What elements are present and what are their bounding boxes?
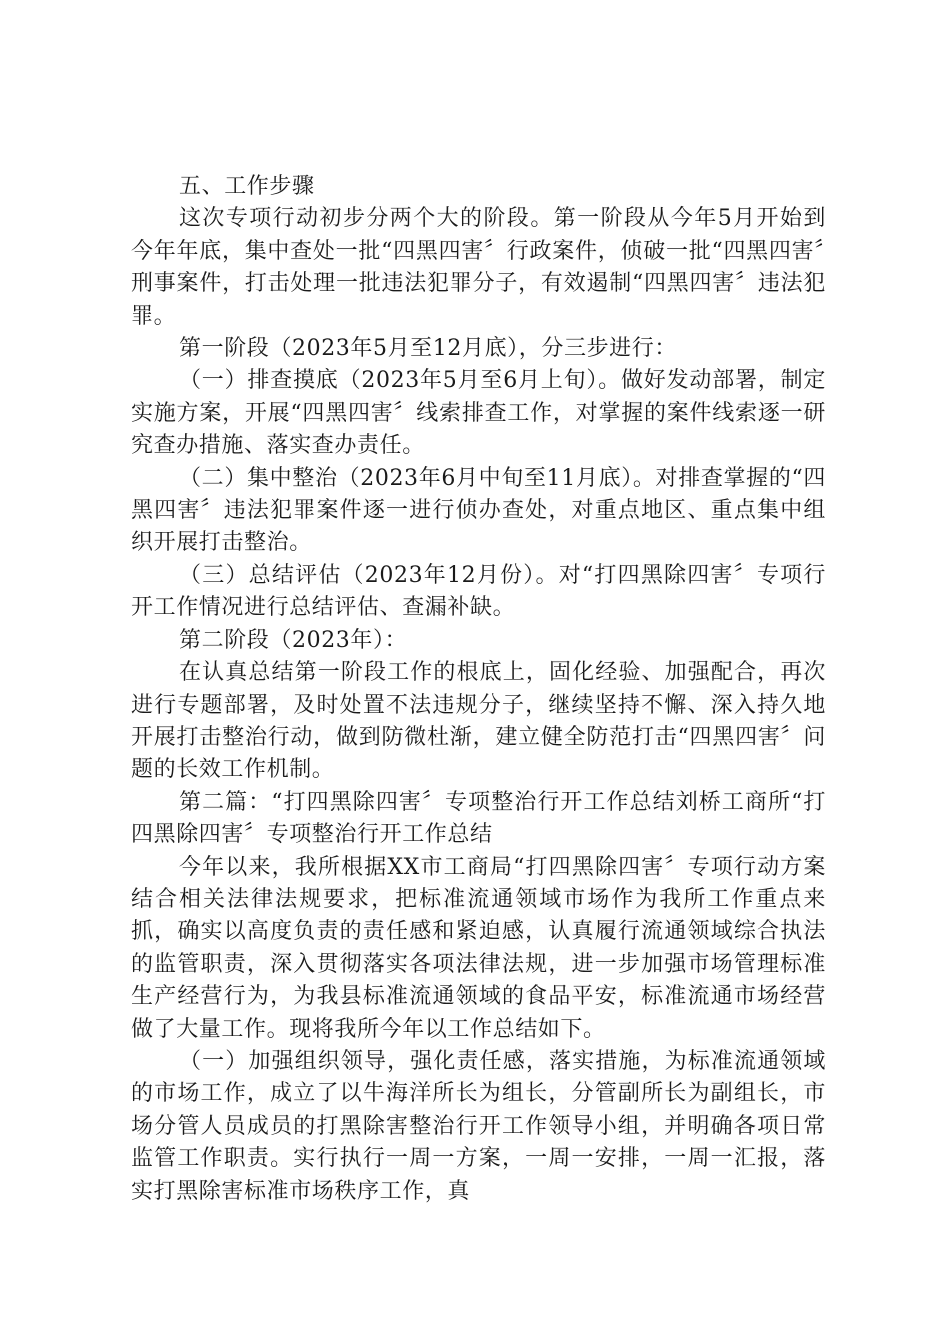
paragraph-organization: （一）加强组织领导，强化责任感，落实措施，为标准流通领域的市场工作，成立了以牛海洋所长为组长，分管副所长为副组长，市场分管人员成员的打黑除害整治行开工作领导小组，并明确各项日常监管工作职责。实行执行一周一方案，一周一安排，一周一汇报，落实打黑除害标准市场秩序工作，真: [131, 1048, 826, 1204]
paragraph-two-stages: 这次专项行动初步分两个大的阶段。第一阶段从今年5月开始到今年年底，集中查处一批“四黑四害〞行政案件，侦破一批“四黑四害〞刑事案件，打击处理一批违法犯罪分子，有效遏制“四黑四害〞违法犯罪。: [131, 206, 826, 329]
paragraph-step-survey: （一）排查摸底（2023年5月至6月上旬）。做好发动部署，制定实施方案，开展“四黑四害〞线索排查工作，对掌握的案件线索逐一研究查办措施、落实查办责任。: [131, 368, 826, 459]
paragraph-summary-intro: 今年以来，我所根据XX市工商局“打四黑除四害〞专项行动方案结合相关法律法规要求，把标准流通领域市场作为我所工作重点来抓，确实以高度负责的责任感和紧迫感，认真履行流通领域综合执法的监管职责，深入贯彻落实各项法律法规，进一步加强市场管理标准生产经营行为，为我县标准流通领域的食品平安，标准流通市场经营做了大量工作。现将我所今年以工作总结如下。: [131, 854, 826, 1042]
paragraph-stage-two-body: 在认真总结第一阶段工作的根底上，固化经验、加强配合，再次进行专题部署，及时处置不法违规分子，继续坚持不懈、深入持久地开展打击整治行动，做到防微杜渐，建立健全防范打击“四黑四害〞问题的长效工作机制。: [131, 660, 826, 783]
paragraph-step-evaluate: （三）总结评估（2023年12月份）。对“打四黑除四害〞专项行开工作情况进行总结评估、查漏补缺。: [131, 562, 826, 621]
paragraph-stage-two-title: 第二阶段（2023年）：: [179, 627, 408, 653]
paragraph-second-article-title: 第二篇：“打四黑除四害〞专项整治行开工作总结刘桥工商所“打四黑除四害〞专项整治行开工作总结: [131, 789, 826, 848]
paragraph-step-rectify: （二）集中整治（2023年6月中旬至11月底）。对排查掌握的“四黑四害〞违法犯罪案件逐一进行侦办查处，对重点地区、重点集中组织开展打击整治。: [131, 465, 826, 556]
paragraph-stage-one-title: 第一阶段（2023年5月至12月底），分三步进行：: [179, 336, 677, 362]
document-body: [131, 171, 826, 1208]
section-heading-work-steps: 五、工作步骤: [179, 174, 315, 199]
